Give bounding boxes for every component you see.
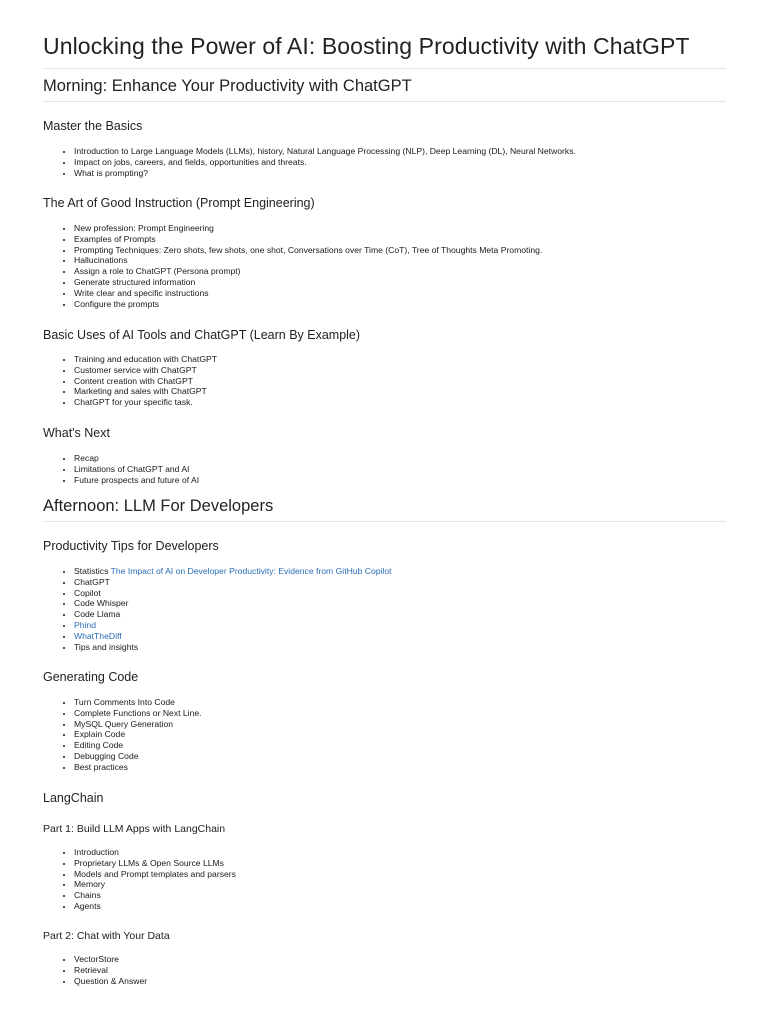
list-item: • ChatGPT for your specific task. [74, 397, 726, 408]
list-item: • Marketing and sales with ChatGPT [74, 386, 726, 397]
subsection-heading: Master the Basics [43, 119, 143, 133]
subsection-heading: Basic Uses of AI Tools and ChatGPT (Learn By Example) [43, 328, 361, 342]
list-item: • Generate structured information [74, 277, 726, 288]
list-item: • Chains [74, 890, 726, 901]
bullet-list [43, 354, 726, 408]
list-item: • Limitations of ChatGPT and AI [74, 464, 726, 475]
list-item: • Content creation with ChatGPT [74, 376, 726, 387]
list-item: • Write clear and specific instructions [74, 288, 726, 299]
subsection-heading: What's Next [43, 426, 110, 440]
list-item: • Customer service with ChatGPT [74, 365, 726, 376]
list-item: • Code Llama [74, 609, 726, 620]
whatthediff-link[interactable]: WhatTheDiff [74, 630, 122, 641]
list-item: • Explain Code [74, 729, 726, 740]
list-item: • Turn Comments Into Code [74, 697, 726, 708]
list-item: • Examples of Prompts [74, 234, 726, 245]
phind-link[interactable]: Phind [74, 619, 96, 630]
page-title: Unlocking the Power of AI: Boosting Productivity with ChatGPT [43, 0, 726, 69]
list-item: • VectorStore [74, 954, 726, 965]
list-item: • MySQL Query Generation [74, 719, 726, 730]
list-item: • Recap [74, 453, 726, 464]
list-item-statistics [74, 566, 726, 577]
list-item: • Agents [74, 901, 726, 912]
list-item: • Introduction [74, 847, 726, 858]
list-item: • Complete Functions or Next Line. [74, 708, 726, 719]
list-item: • Impact on jobs, careers, and fields, opportunities and threats. [74, 157, 726, 168]
part-heading: Part 2: Chat with Your Data [43, 930, 170, 942]
list-item-whatthediff [74, 631, 726, 642]
list-item: • ChatGPT [74, 577, 726, 588]
list-item: • Debugging Code [74, 751, 726, 762]
list-item: • Configure the prompts [74, 299, 726, 310]
document-page [43, 0, 726, 986]
list-item: • Future prospects and future of AI [74, 475, 726, 486]
bullet-list [43, 566, 726, 652]
list-item: • Memory [74, 879, 726, 890]
bullet-list [43, 697, 726, 773]
section-heading-afternoon: Afternoon: LLM For Developers [43, 498, 726, 522]
bullet-list [43, 146, 726, 178]
subsection-heading: LangChain [43, 791, 104, 805]
list-item: • What is prompting? [74, 168, 726, 179]
list-item: • New profession: Prompt Engineering [74, 223, 726, 234]
bullet-list [43, 847, 726, 912]
list-item-phind [74, 620, 726, 631]
list-item: • Training and education with ChatGPT [74, 354, 726, 365]
list-item: • Editing Code [74, 740, 726, 751]
subsection-heading: The Art of Good Instruction (Prompt Engineering) [43, 196, 315, 210]
bullet-list [43, 223, 726, 309]
subsection-heading: Generating Code [43, 670, 139, 684]
statistics-label: Statistics [74, 566, 111, 576]
list-item: • Models and Prompt templates and parsers [74, 869, 726, 880]
list-item: • Question & Answer [74, 976, 726, 987]
list-item: • Assign a role to ChatGPT (Persona prompt) [74, 266, 726, 277]
part-heading: Part 1: Build LLM Apps with LangChain [43, 823, 226, 835]
github-copilot-study-link[interactable]: The Impact of AI on Developer Productivity: Evidence from GitHub Copilot [110, 566, 392, 576]
list-item: • Introduction to Large Language Models (LLMs), history, Natural Language Processing (NLP), Deep Learning (DL), Neural Networks. [74, 146, 726, 157]
section-heading-morning: Morning: Enhance Your Productivity with ChatGPT [43, 78, 726, 102]
list-item: • Hallucinations [74, 255, 726, 266]
bullet-list [43, 453, 726, 485]
list-item: • Best practices [74, 762, 726, 773]
list-item: • Copilot [74, 588, 726, 599]
list-item: • Code Whisper [74, 598, 726, 609]
subsection-heading: Productivity Tips for Developers [43, 539, 219, 553]
list-item: • Retrieval [74, 965, 726, 976]
list-item: • Proprietary LLMs & Open Source LLMs [74, 858, 726, 869]
list-item: • Tips and insights [74, 642, 726, 653]
bullet-list [43, 954, 726, 986]
list-item: • Prompting Techniques: Zero shots, few shots, one shot, Conversations over Time (CoT), Tree of Thoughts Meta Promoting. [74, 245, 726, 256]
